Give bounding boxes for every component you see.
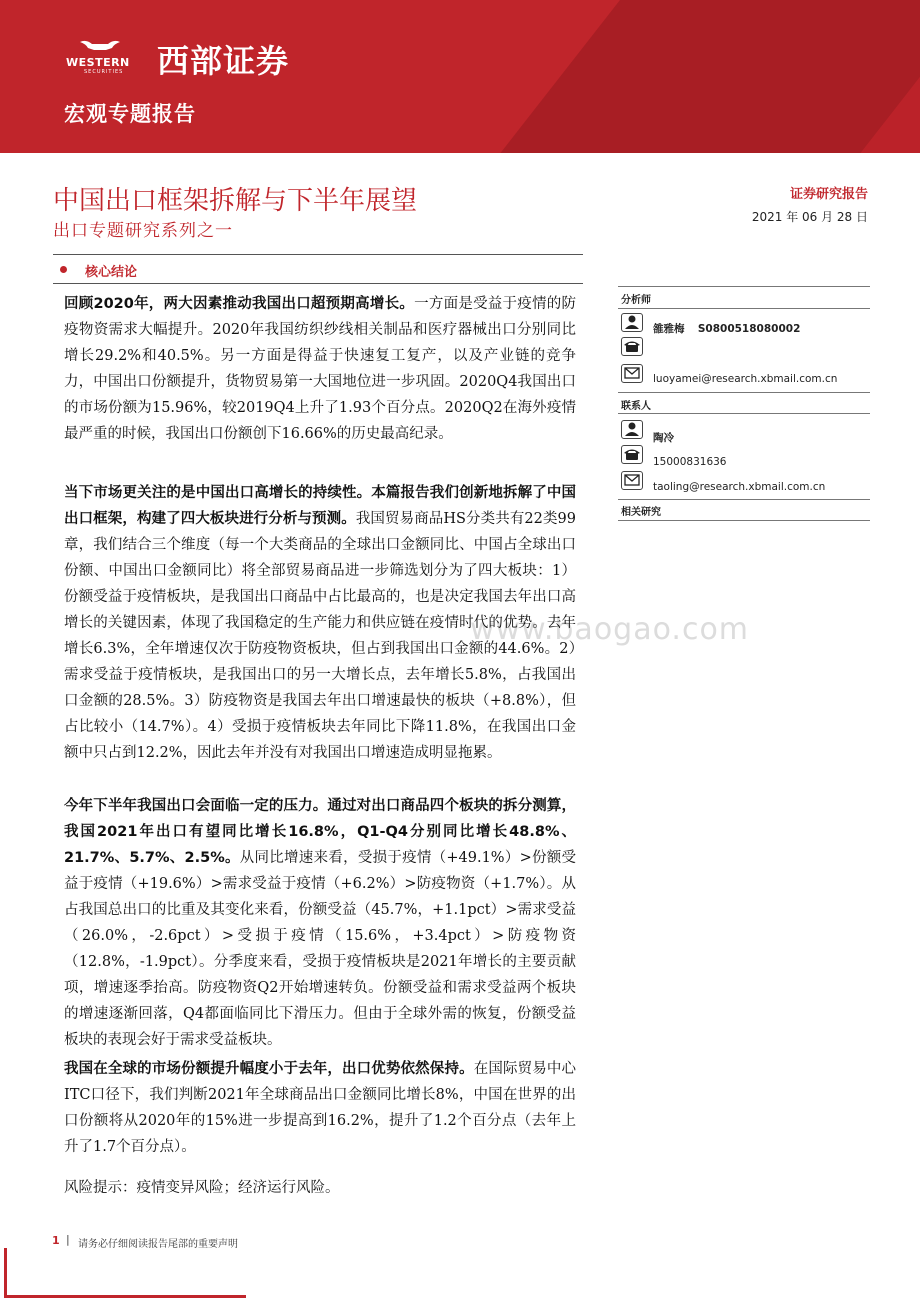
section-label: 核心结论 <box>85 265 138 280</box>
paragraph-text: 从同比增速来看，受损于疫情（+49.1%）>份额受益于疫情（+19.6%）>需求受益于疫情（+6.2%）>防疫物资（+1.7%）。从占我国总出口的比重及其变化来看，份额受益（45.7%，+1.1pct）>需求受益（26.0%，-2.6pct）>受损于疫情（15.6%，+3.4pct）>防疫物资（12.8%，-1.9pct）。分季度来看，受损于疫情板块是2021年增长的主要贡献项，增速逐季抬高。防疫物资Q2开始增速转负。份额受益和需求受益两个板块的增速逐渐回落，Q4都面临同比下滑压力。但由于全球外需的恢复，份额受益板块的表现会好于需求受益板块。 <box>64 850 576 1048</box>
person-icon <box>621 420 643 439</box>
paragraph-lead: 回顾2020年，两大因素推动我国出口超预期高增长。 <box>64 296 415 312</box>
phone-icon <box>621 337 643 356</box>
paragraph-text: 一方面是受益于疫情的防疫物资需求大幅提升。2020年我国纺织纱线相关制品和医疗器械出口分别同比增长29.2%和40.5%。另一方面是得益于快速复工复产，以及产业链的竞争力，中国出口份额提升，货物贸易第一大国地位进一步巩固。2020Q4我国出口的市场份额为15.96%，较2019Q4上升了1.93个百分点。2020Q2在海外疫情最严重的时候，我国出口份额创下16.66%的历史最高纪录。 <box>64 296 576 442</box>
section-divider <box>53 254 583 255</box>
sidebar-divider <box>618 286 870 287</box>
analyst-certificate: S0800518080002 <box>697 323 801 335</box>
watermark: www.baogao.com <box>470 612 750 647</box>
sidebar-divider <box>618 308 870 309</box>
paragraph <box>64 1056 576 1160</box>
contact-email-link[interactable]: taoling@research.xbmail.com.cn <box>653 481 826 493</box>
contact-header: 联系人 <box>621 401 651 412</box>
section-bullet-icon <box>60 266 67 273</box>
contact-name-text: 陶冷 <box>653 432 674 444</box>
analyst-header: 分析师 <box>621 295 651 306</box>
phone-icon <box>621 445 643 464</box>
logo-english-sub: SECURITIES <box>84 69 124 75</box>
paragraph <box>64 480 576 766</box>
paragraph-text: 在国际贸易中心ITC口径下，我们判断2021年全球商品出口金额同比增长8%，中国在世界的出口份额将从2020年的15%进一步提高到16.2%，提升了1.2个百分点（去年上升了1.7个百分点）。 <box>64 1061 576 1155</box>
footer-disclaimer: 请务必仔细阅读报告尾部的重要声明 <box>78 1239 238 1250</box>
bull-logo-icon <box>78 38 122 56</box>
paragraph-lead: 我国在全球的市场份额提升幅度小于去年，出口优势依然保持。 <box>64 1061 474 1077</box>
paragraph <box>64 291 576 447</box>
analyst-name-text: 雒雅梅 <box>653 323 685 335</box>
related-research-header: 相关研究 <box>621 507 661 518</box>
contact-name <box>653 430 674 445</box>
report-subtitle: 出口专题研究系列之一 <box>53 221 233 241</box>
email-icon <box>621 364 643 383</box>
paragraph-lead: 当下市场更关注的是中国出口高增长的持续性。本篇报告我们创新地拆解了中国出口框架，构建了四大板块进行分析与预测。 <box>64 485 576 527</box>
header-banner <box>0 0 920 153</box>
person-icon <box>621 313 643 332</box>
sidebar-divider <box>618 413 870 414</box>
report-category-tag: 证券研究报告 <box>789 187 868 202</box>
sidebar-divider <box>618 499 870 500</box>
paragraph <box>64 793 576 1053</box>
sidebar-divider <box>618 520 870 521</box>
analyst-email-link[interactable]: luoyamei@research.xbmail.com.cn <box>653 373 838 385</box>
footer-accent-bar <box>4 1295 246 1298</box>
paragraph-lead: 今年下半年我国出口会面临一定的压力。通过对出口商品四个板块的拆分测算，我国2021年出口有望同比增长16.8%，Q1-Q4分别同比增长48.8%、21.7%、5.7%、2.5%。 <box>64 798 576 866</box>
email-icon <box>621 471 643 490</box>
banner-stripe <box>500 0 920 153</box>
sidebar-divider <box>618 392 870 393</box>
footer-accent-bar <box>4 1248 7 1298</box>
report-type: 宏观专题报告 <box>64 102 196 126</box>
page-number: 1 <box>52 1234 60 1247</box>
report-date: 2021 年 06 月 28 日 <box>751 210 868 224</box>
analyst-name <box>653 321 800 336</box>
paragraph-text: 我国贸易商品HS分类共有22类99章，我们结合三个维度（每一个大类商品的全球出口金额同比、中国占全球出口份额、中国出口金额同比）将全部贸易商品进一步筛选划分为了四大板块：1）份额受益于疫情板块，是我国出口商品中占比最高的，也是决定我国去年出口高增长的关键因素，体现了我国稳定的生产能力和供应链在疫情时代的优势。去年增长6.3%，全年增速仅次于防疫物资板块，但占到我国出口金额的44.6%。2）需求受益于疫情板块，是我国出口的另一大增长点，去年增长5.8%，占我国出口金额的28.5%。3）防疫物资是我国去年出口增速最快的板块（+8.8%），但占比较小（14.7%）。4）受损于疫情板块去年同比下降11.8%，在我国出口金额中只占到12.2%，因此去年并没有对我国出口增速造成明显拖累。 <box>64 511 576 761</box>
report-title: 中国出口框架拆解与下半年展望 <box>53 186 418 216</box>
section-divider <box>53 283 583 284</box>
risk-warning: 风险提示：疫情变异风险；经济运行风险。 <box>64 1180 340 1196</box>
logo-english: WESTERN <box>66 56 130 69</box>
footer-separator: | <box>66 1233 70 1246</box>
contact-phone: 15000831636 <box>653 456 727 468</box>
logo-chinese: 西部证券 <box>157 42 290 80</box>
